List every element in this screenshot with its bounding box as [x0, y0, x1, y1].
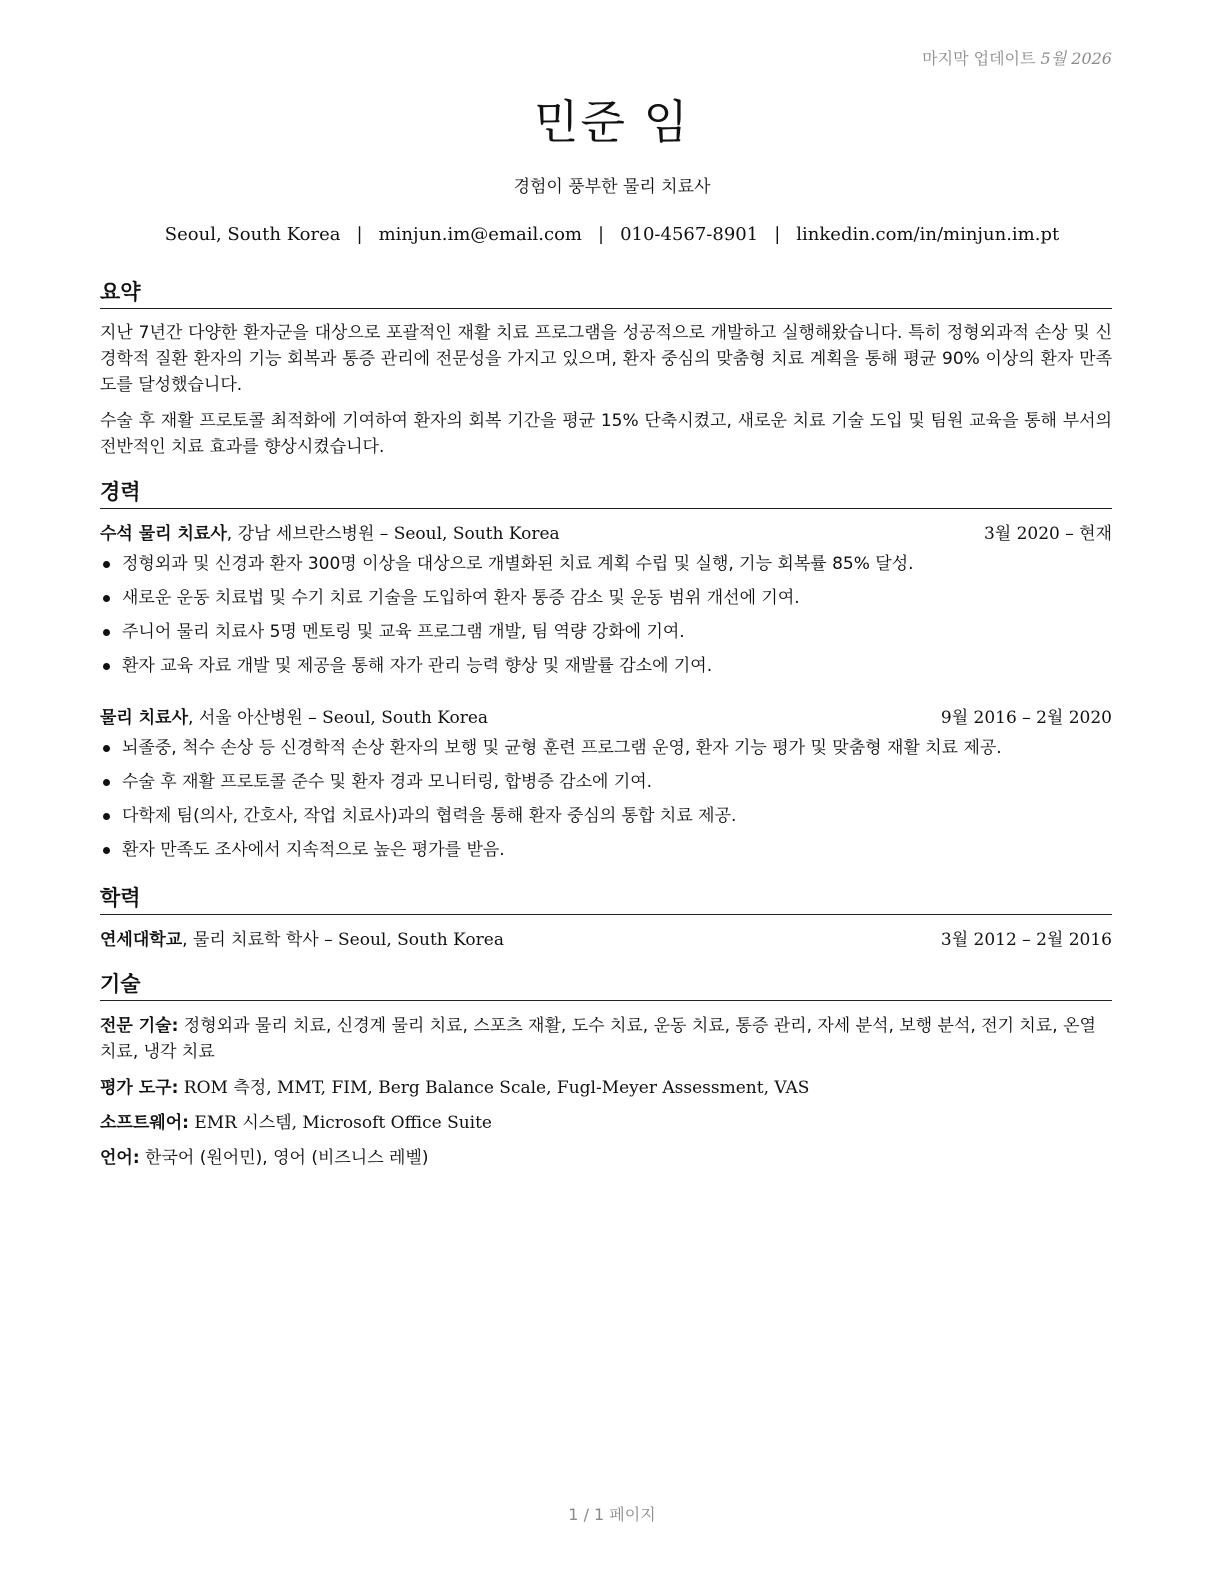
job-org: , 강남 세브란스병원	[226, 524, 375, 544]
bullet-icon	[103, 595, 110, 602]
bullet-icon	[103, 629, 110, 636]
last-updated-date: 5월 2026	[1040, 49, 1112, 68]
skill-value: ROM 측정, MMT, FIM, Berg Balance Scale, Fugl-Meyer Assessment, VAS	[178, 1078, 810, 1098]
list-item	[100, 837, 1112, 871]
bullet-text: 환자 교육 자료 개발 및 제공을 통해 자가 관리 능력 향상 및 재발률 감소에 기여.	[122, 656, 713, 676]
job-header	[100, 521, 1112, 547]
list-item	[100, 803, 1112, 837]
skill-label: 전문 기술:	[100, 1016, 179, 1036]
page-number: 1 / 1 페이지	[568, 1505, 656, 1524]
contact-email[interactable]: minjun.im@email.com	[378, 224, 582, 245]
list-item	[100, 551, 1112, 585]
bullet-text: 새로운 운동 치료법 및 수기 치료 기술을 도입하여 환자 통증 감소 및 운동 범위 개선에 기여.	[122, 588, 800, 608]
contact-linkedin[interactable]: linkedin.com/in/minjun.im.pt	[796, 224, 1060, 245]
job-org: , 서울 아산병원	[188, 708, 303, 728]
list-item	[100, 619, 1112, 653]
experience-heading: 경력	[100, 476, 1112, 509]
education-location: – Seoul, South Korea	[318, 930, 504, 950]
candidate-name: 민준 임	[534, 95, 690, 149]
job-dates: 3월 2020 – 현재	[983, 524, 1112, 544]
last-updated-label: 마지막 업데이트	[922, 49, 1036, 68]
bullet-icon	[103, 779, 110, 786]
contact-separator: |	[774, 224, 781, 245]
skill-label: 언어:	[100, 1148, 140, 1168]
skill-row	[100, 1075, 1112, 1101]
contact-separator: |	[356, 224, 363, 245]
bullet-text: 주니어 물리 치료사 5명 멘토링 및 교육 프로그램 개발, 팀 역량 강화에 기여.	[122, 622, 685, 642]
list-item	[100, 585, 1112, 619]
contact-separator: |	[597, 224, 605, 245]
bullet-icon	[103, 847, 110, 854]
skill-value: 한국어 (원어민), 영어 (비즈니스 레벨)	[139, 1148, 429, 1168]
job-location: – Seoul, South Korea	[374, 524, 560, 544]
bullet-icon	[103, 561, 110, 568]
list-item	[100, 653, 1112, 687]
skill-row	[100, 1145, 1112, 1171]
job-role: 물리 치료사	[100, 708, 189, 728]
skill-value: 정형외과 물리 치료, 신경계 물리 치료, 스포츠 재활, 도수 치료, 운동 치료, 통증 관리, 자세 분석, 보행 분석, 전기 치료, 온열 치료, 냉각 치료	[100, 1016, 1096, 1062]
bullet-text: 환자 만족도 조사에서 지속적으로 높은 평가를 받음.	[122, 840, 505, 860]
job-location: – Seoul, South Korea	[302, 708, 489, 728]
contact-location: Seoul, South Korea	[164, 224, 341, 245]
skill-label: 평가 도구:	[100, 1078, 179, 1098]
skill-label: 소프트웨어:	[100, 1113, 189, 1133]
contact-phone: 010-4567-8901	[620, 224, 759, 245]
skill-row	[100, 1110, 1112, 1136]
bullet-icon	[103, 663, 110, 670]
bullet-text: 정형외과 및 신경과 환자 300명 이상을 대상으로 개별화된 치료 계획 수립 및 실행, 기능 회복률 85% 달성.	[122, 554, 914, 574]
job-role: 수석 물리 치료사	[100, 524, 227, 544]
bullet-icon	[103, 813, 110, 820]
list-item	[100, 769, 1112, 803]
bullet-icon	[103, 745, 110, 752]
skill-value: EMR 시스템, Microsoft Office Suite	[188, 1113, 492, 1133]
list-item	[100, 735, 1112, 769]
summary-paragraph: 지난 7년간 다양한 환자군을 대상으로 포괄적인 재활 치료 프로그램을 성공적으로 개발하고 실행해왔습니다. 특히 정형외과적 손상 및 신경학적 질환 환자의 기능 회복과 통증 관리에 전문성을 가지고 있으며, 환자 중심의 맞춤형 치료 계획을 통해 평균 90% 이상의 환자 만족도를 달성했습니다.	[100, 323, 1112, 395]
job-header	[100, 705, 1112, 731]
last-updated	[922, 46, 1112, 69]
education-school: 연세대학교	[100, 930, 183, 950]
summary-heading: 요약	[100, 276, 1112, 309]
job-bullets	[100, 735, 1112, 871]
bullet-text: 뇌졸중, 척수 손상 등 신경학적 손상 환자의 보행 및 균형 훈련 프로그램 운영, 환자 기능 평가 및 맞춤형 재활 치료 제공.	[122, 738, 1002, 758]
bullet-text: 다학제 팀(의사, 간호사, 작업 치료사)과의 협력을 통해 환자 중심의 통합 치료 제공.	[122, 806, 737, 826]
contact-line	[0, 224, 1224, 245]
job-bullets	[100, 551, 1112, 687]
candidate-title: 경험이 풍부한 물리 치료사	[513, 177, 711, 197]
bullet-text: 수술 후 재활 프로토콜 준수 및 환자 경과 모니터링, 합병증 감소에 기여.	[122, 772, 653, 792]
education-dates: 3월 2012 – 2월 2016	[940, 930, 1112, 950]
education-degree: , 물리 치료학 학사	[182, 930, 319, 950]
education-entry	[100, 927, 1112, 953]
education-heading: 학력	[100, 882, 1112, 915]
skill-row	[100, 1013, 1112, 1065]
job-dates: 9월 2016 – 2월 2020	[940, 708, 1112, 728]
summary-paragraph: 수술 후 재활 프로토콜 최적화에 기여하여 환자의 회복 기간을 평균 15% 단축시켰고, 새로운 치료 기술 도입 및 팀원 교육을 통해 부서의 전반적인 치료 효과를 향상시켰습니다.	[100, 411, 1112, 457]
skills-heading: 기술	[100, 968, 1112, 1001]
